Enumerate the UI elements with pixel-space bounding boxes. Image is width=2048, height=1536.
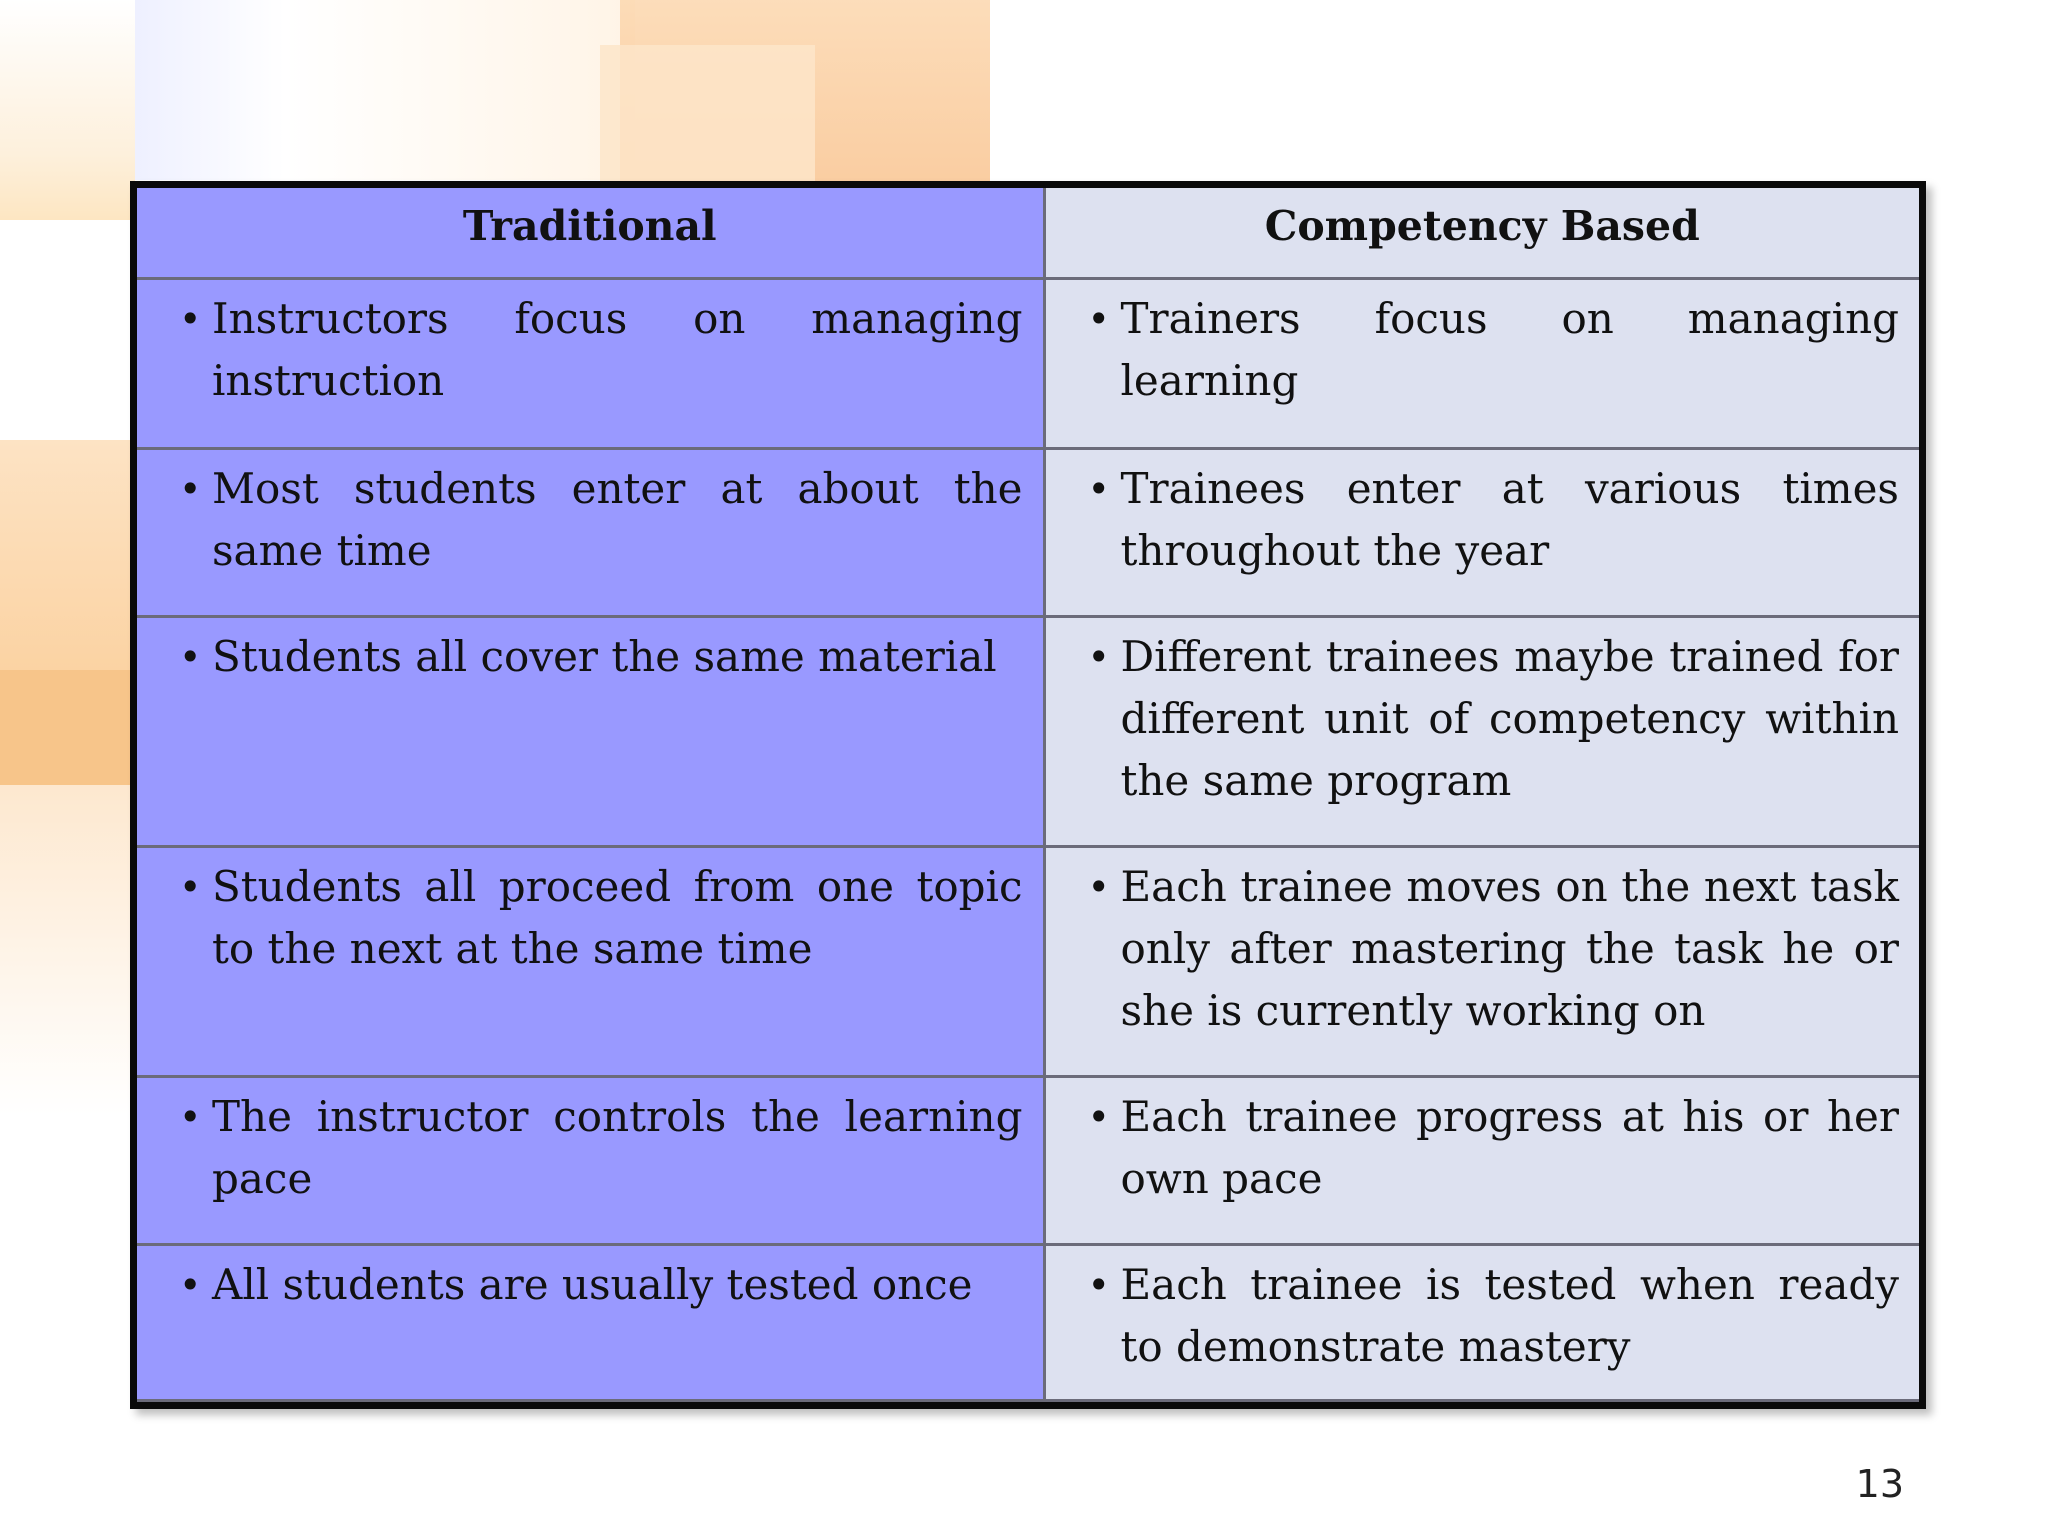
traditional-cell bbox=[137, 1077, 1044, 1245]
bullet-icon: • bbox=[1087, 467, 1110, 511]
table-header-row bbox=[137, 188, 1919, 279]
cell-text: Trainers focus on managing learning bbox=[1120, 294, 1899, 405]
background-decoration bbox=[0, 0, 135, 220]
competency-cell bbox=[1044, 1245, 1919, 1401]
traditional-cell bbox=[137, 617, 1044, 847]
cell-text: Most students enter at about the same time bbox=[212, 464, 1023, 575]
cell-text: Students all proceed from one topic to the next at the same time bbox=[212, 862, 1023, 973]
competency-cell bbox=[1044, 1077, 1919, 1245]
background-decoration bbox=[0, 670, 135, 785]
bullet-icon: • bbox=[1087, 635, 1110, 679]
background-decoration bbox=[0, 440, 135, 670]
competency-cell bbox=[1044, 279, 1919, 449]
bullet-icon: • bbox=[1087, 1263, 1110, 1307]
competency-cell bbox=[1044, 847, 1919, 1077]
bullet-icon: • bbox=[179, 635, 202, 679]
competency-cell bbox=[1044, 617, 1919, 847]
bullet-icon: • bbox=[179, 1263, 202, 1307]
traditional-cell bbox=[137, 449, 1044, 617]
traditional-cell bbox=[137, 1245, 1044, 1401]
background-decoration bbox=[620, 0, 990, 190]
traditional-cell bbox=[137, 279, 1044, 449]
cell-text: Each trainee progress at his or her own pace bbox=[1120, 1092, 1899, 1203]
cell-text: Different trainees maybe trained for different unit of competency within the same program bbox=[1120, 632, 1899, 805]
cell-text: Each trainee is tested when ready to demonstrate mastery bbox=[1120, 1260, 1899, 1371]
cell-text: Instructors focus on managing instruction bbox=[212, 294, 1023, 405]
bullet-icon: • bbox=[179, 297, 202, 341]
comparison-table-frame bbox=[130, 181, 1926, 1409]
bullet-icon: • bbox=[1087, 297, 1110, 341]
comparison-table bbox=[137, 188, 1919, 1402]
cell-text: Students all cover the same material bbox=[212, 632, 997, 681]
bullet-icon: • bbox=[179, 467, 202, 511]
background-decoration bbox=[135, 0, 635, 180]
background-decoration bbox=[0, 785, 135, 1115]
table-row bbox=[137, 1077, 1919, 1245]
cell-text: The instructor controls the learning pace bbox=[212, 1092, 1023, 1203]
cell-text: Trainees enter at various times throughout the year bbox=[1120, 464, 1899, 575]
table-row bbox=[137, 847, 1919, 1077]
table-row bbox=[137, 279, 1919, 449]
bullet-icon: • bbox=[1087, 865, 1110, 909]
traditional-cell bbox=[137, 847, 1044, 1077]
slide-number: 13 bbox=[1855, 1462, 1904, 1506]
header-competency-based: Competency Based bbox=[1044, 188, 1919, 279]
bullet-icon: • bbox=[1087, 1095, 1110, 1139]
bullet-icon: • bbox=[179, 865, 202, 909]
background-decoration bbox=[600, 45, 815, 190]
table-row bbox=[137, 449, 1919, 617]
table-row bbox=[137, 617, 1919, 847]
header-traditional: Traditional bbox=[137, 188, 1044, 279]
cell-text: All students are usually tested once bbox=[212, 1260, 973, 1309]
cell-text: Each trainee moves on the next task only after mastering the task he or she is currently working on bbox=[1120, 862, 1899, 1035]
competency-cell bbox=[1044, 449, 1919, 617]
bullet-icon: • bbox=[179, 1095, 202, 1139]
table-row bbox=[137, 1245, 1919, 1401]
